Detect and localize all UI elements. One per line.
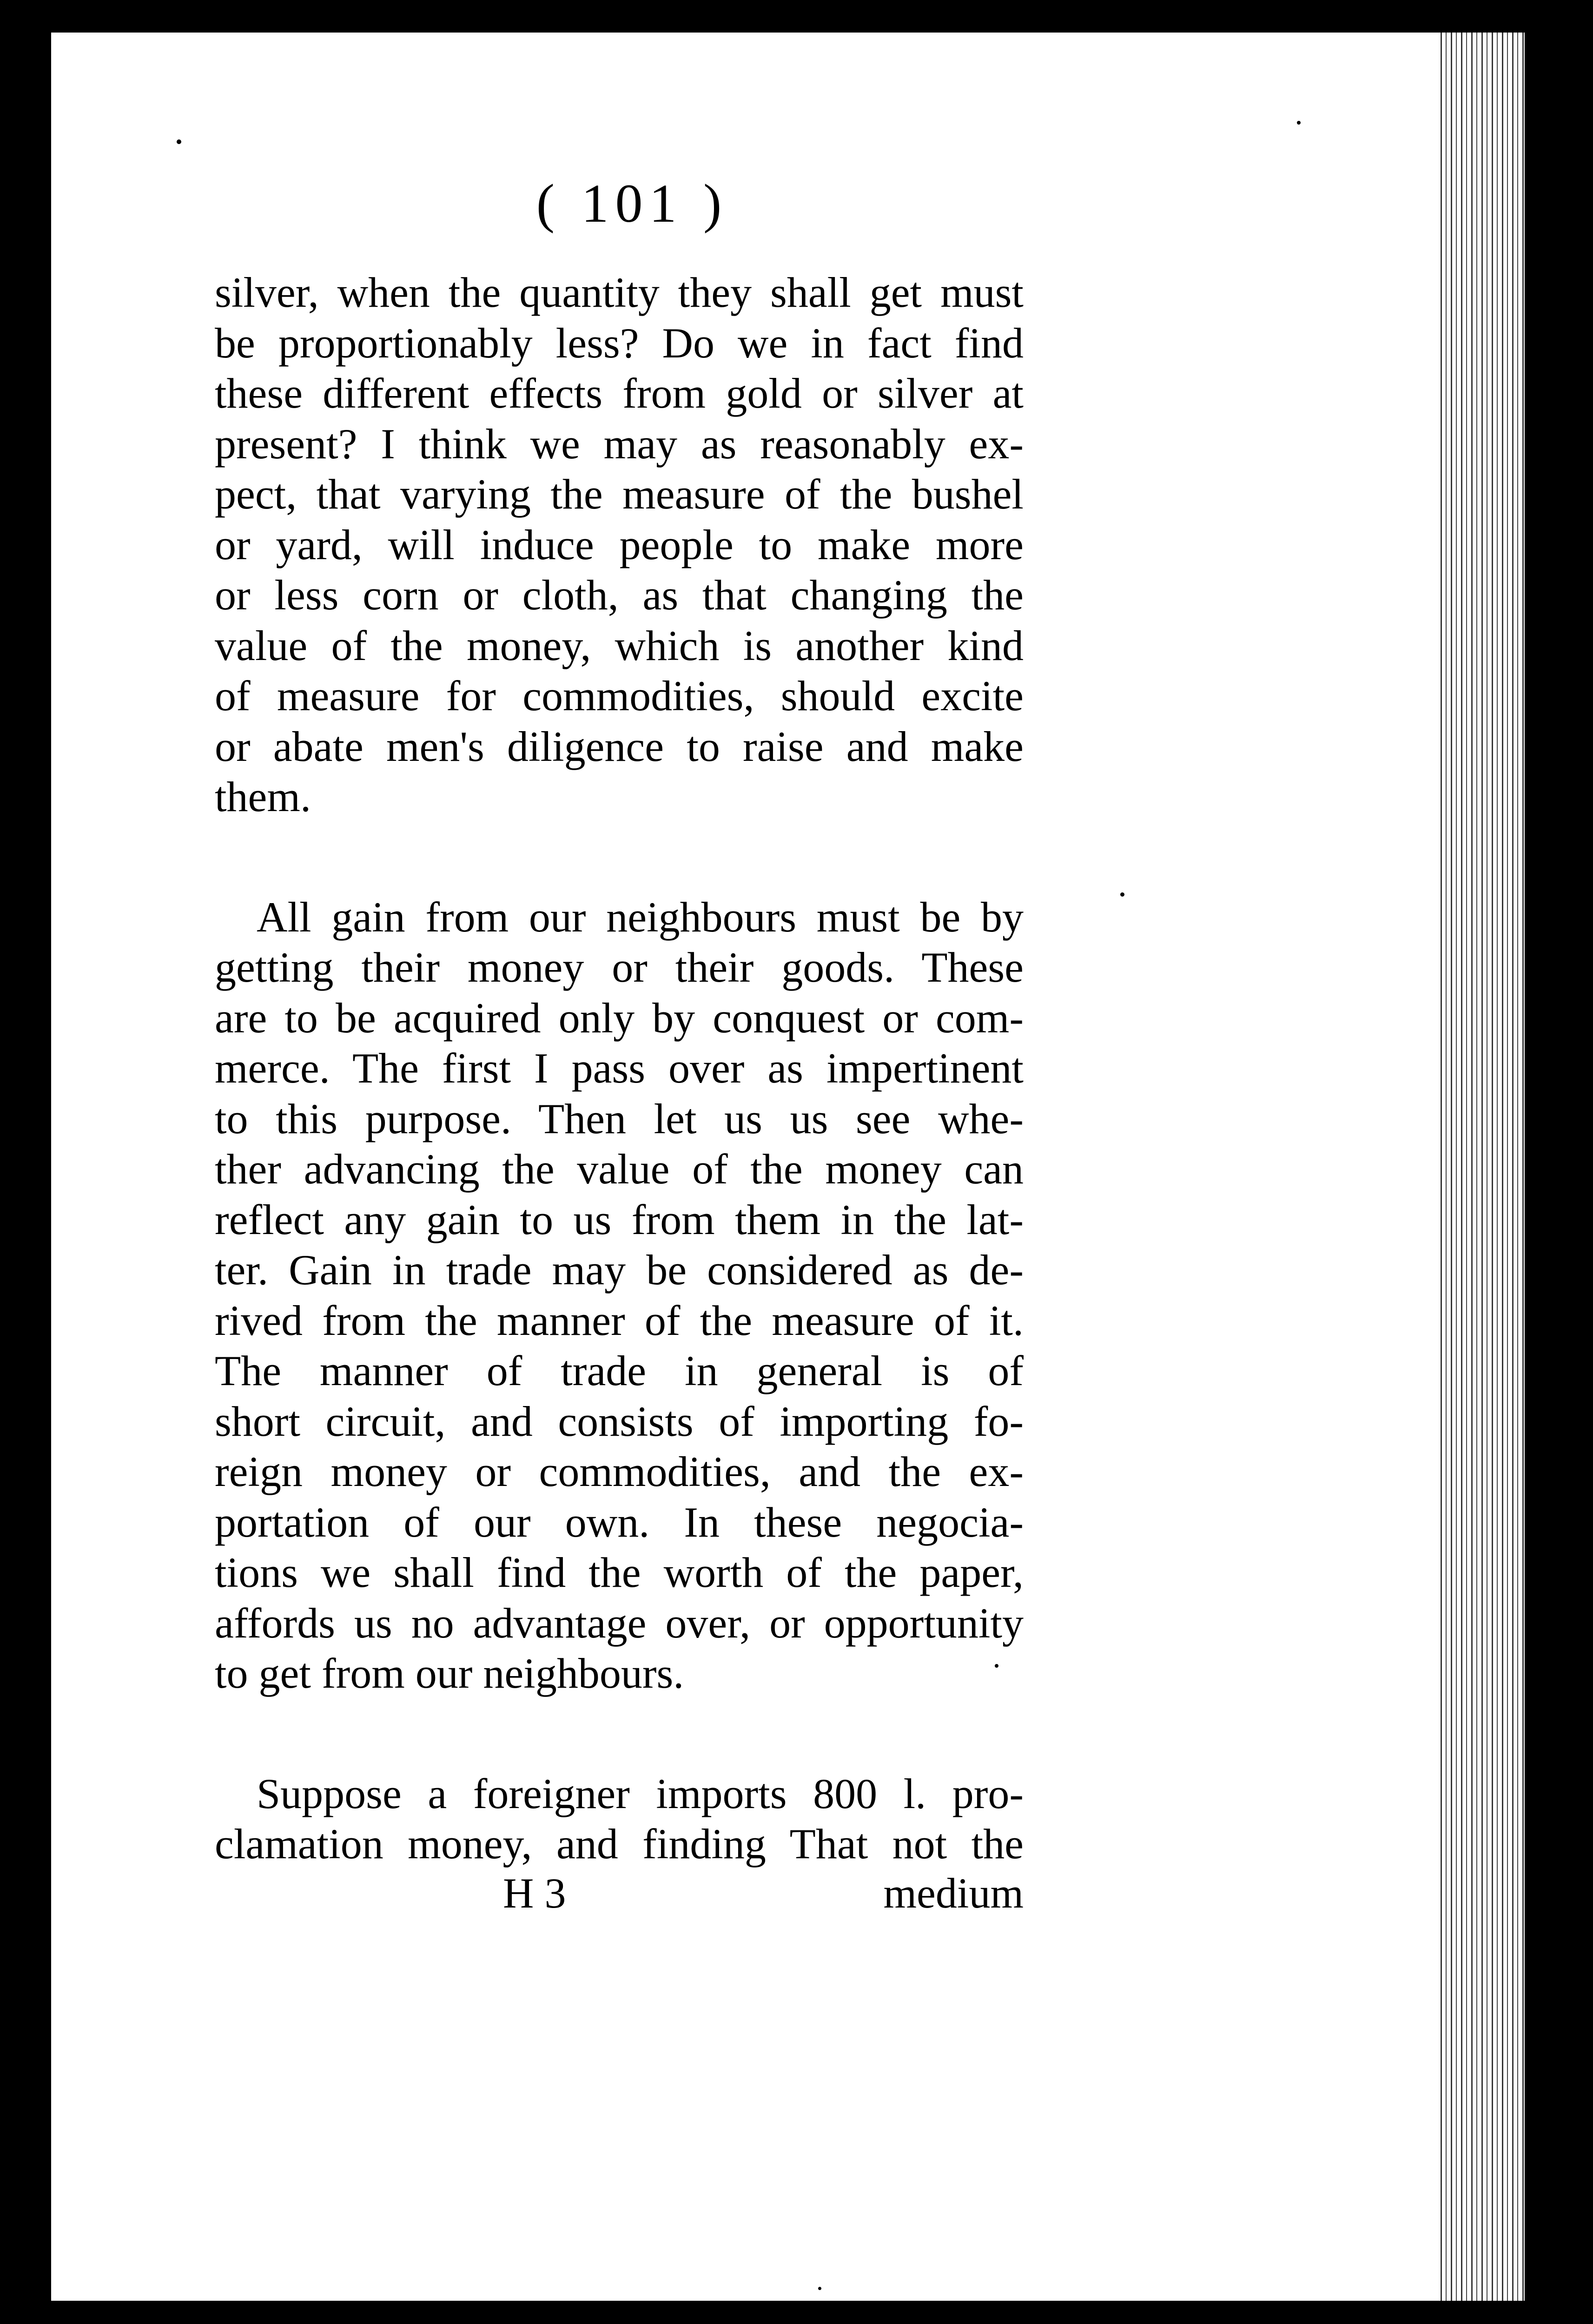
paragraph-2 bbox=[215, 892, 1024, 1699]
signature-mark: H 3 bbox=[503, 1869, 566, 1917]
text-line: tions we shall find the worth of the paper, bbox=[215, 1549, 1024, 1596]
text-line: to this purpose. Then let us us see whe- bbox=[215, 1095, 1024, 1142]
text-line: All gain from our neighbours must be by bbox=[257, 893, 1024, 941]
text-line: these different effects from gold or silver at bbox=[215, 370, 1024, 417]
paragraph-3 bbox=[215, 1769, 1024, 1869]
text-line: reign money or commodities, and the ex- bbox=[215, 1448, 1024, 1495]
text-line: be proportionably less? Do we in fact find bbox=[215, 319, 1024, 367]
text-line: rived from the manner of the measure of it. bbox=[215, 1296, 1024, 1344]
catchword: medium bbox=[883, 1869, 1024, 1917]
text-line: or abate men's diligence to raise and make bbox=[215, 722, 1024, 770]
text-line: present? I think we may as reasonably ex- bbox=[215, 420, 1024, 468]
page-number-header: ( 101 ) bbox=[536, 173, 728, 234]
text-line: reflect any gain to us from them in the lat- bbox=[215, 1195, 1024, 1243]
text-line: or yard, will induce people to make more bbox=[215, 521, 1024, 568]
text-line: affords us no advantage over, or opportunity bbox=[215, 1599, 1024, 1647]
text-line: ther advancing the value of the money can bbox=[215, 1145, 1024, 1193]
page-edge-shadow bbox=[1436, 33, 1525, 2301]
text-line: value of the money, which is another kind bbox=[215, 621, 1024, 669]
scan-speck bbox=[995, 1664, 998, 1668]
text-line: ter. Gain in trade may be considered as de- bbox=[215, 1246, 1024, 1294]
paragraph-1 bbox=[215, 267, 1024, 822]
text-line: them. bbox=[215, 773, 311, 820]
text-line: to get from our neighbours. bbox=[215, 1650, 684, 1697]
text-line: are to be acquired only by conquest or com- bbox=[215, 994, 1024, 1042]
scan-speck bbox=[1297, 121, 1301, 125]
text-line: or less corn or cloth, as that changing the bbox=[215, 571, 1024, 619]
text-line: clamation money, and finding That not the bbox=[215, 1820, 1024, 1868]
text-line: merce. The first I pass over as impertinent bbox=[215, 1044, 1024, 1092]
text-line: pect, that varying the measure of the bushel bbox=[215, 470, 1024, 518]
text-line: portation of our own. In these negocia- bbox=[215, 1498, 1024, 1546]
text-line: of measure for commodities, should excite bbox=[215, 672, 1024, 720]
text-line: short circuit, and consists of importing fo- bbox=[215, 1397, 1024, 1445]
text-line: Suppose a foreigner imports 800 l. pro- bbox=[257, 1769, 1024, 1817]
text-line: getting their money or their goods. These bbox=[215, 944, 1024, 991]
body-text bbox=[215, 267, 1024, 1869]
text-line: The manner of trade in general is of bbox=[215, 1347, 1024, 1394]
scan-speck bbox=[818, 2287, 821, 2290]
scan-speck bbox=[1120, 892, 1124, 897]
text-line: silver, when the quantity they shall get must bbox=[215, 269, 1024, 316]
scan-speck bbox=[177, 139, 181, 144]
book-page bbox=[51, 33, 1525, 2301]
